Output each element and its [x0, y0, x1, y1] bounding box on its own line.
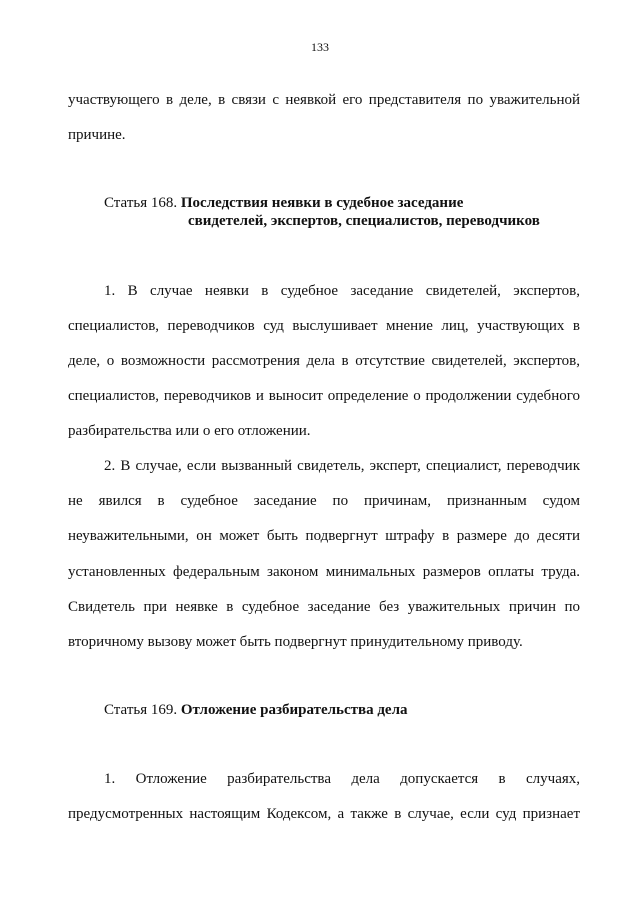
- art168-p1-line-3: деле, о возможности рассмотрения дела в отсутствие свидетелей, экспертов,: [68, 353, 580, 369]
- page-number: 133: [311, 40, 329, 54]
- art168-p2-line-2: не явился в судебное заседание по причинам, признанным судом: [68, 493, 580, 509]
- art169-p1-line-2: предусмотренных настоящим Кодексом, а также в случае, если суд признает: [68, 806, 580, 822]
- art168-p2-line-3: неуважительными, он может быть подвергнут штрафу в размере до десяти: [68, 528, 580, 544]
- art168-p2-line-4: установленных федеральным законом минимальных размеров оплаты труда.: [68, 564, 580, 580]
- intro-line-2: причине.: [68, 127, 126, 143]
- article-169-prefix: Статья 169.: [104, 702, 178, 718]
- art168-p2-line-1: 2. В случае, если вызванный свидетель, эксперт, специалист, переводчик: [104, 458, 580, 474]
- article-168-prefix: Статья 168.: [104, 195, 178, 211]
- article-168-title-line-2: свидетелей, экспертов, специалистов, переводчиков: [188, 213, 540, 229]
- art168-p2-line-5: Свидетель при неявке в судебное заседание без уважительных причин по: [68, 599, 580, 615]
- article-169-title: Отложение разбирательства дела: [180, 702, 408, 718]
- art168-p1-line-5: разбирательства или о его отложении.: [68, 423, 311, 439]
- article-169-heading: [104, 701, 408, 719]
- article-168-title-line-1: Последствия неявки в судебное заседание: [180, 195, 464, 211]
- article-168-heading: [104, 194, 463, 212]
- art168-p1-line-1: 1. В случае неявки в судебное заседание свидетелей, экспертов,: [104, 283, 580, 299]
- intro-line-1: участвующего в деле, в связи с неявкой его представителя по уважительной: [68, 92, 580, 108]
- art169-p1-line-1: 1. Отложение разбирательства дела допускается в случаях,: [104, 771, 580, 787]
- art168-p2-line-6: вторичному вызову может быть подвергнут принудительному приводу.: [68, 634, 523, 650]
- art168-p1-line-4: специалистов, переводчиков и выносит определение о продолжении судебного: [68, 388, 580, 404]
- art168-p1-line-2: специалистов, переводчиков суд выслушивает мнение лиц, участвующих в: [68, 318, 580, 334]
